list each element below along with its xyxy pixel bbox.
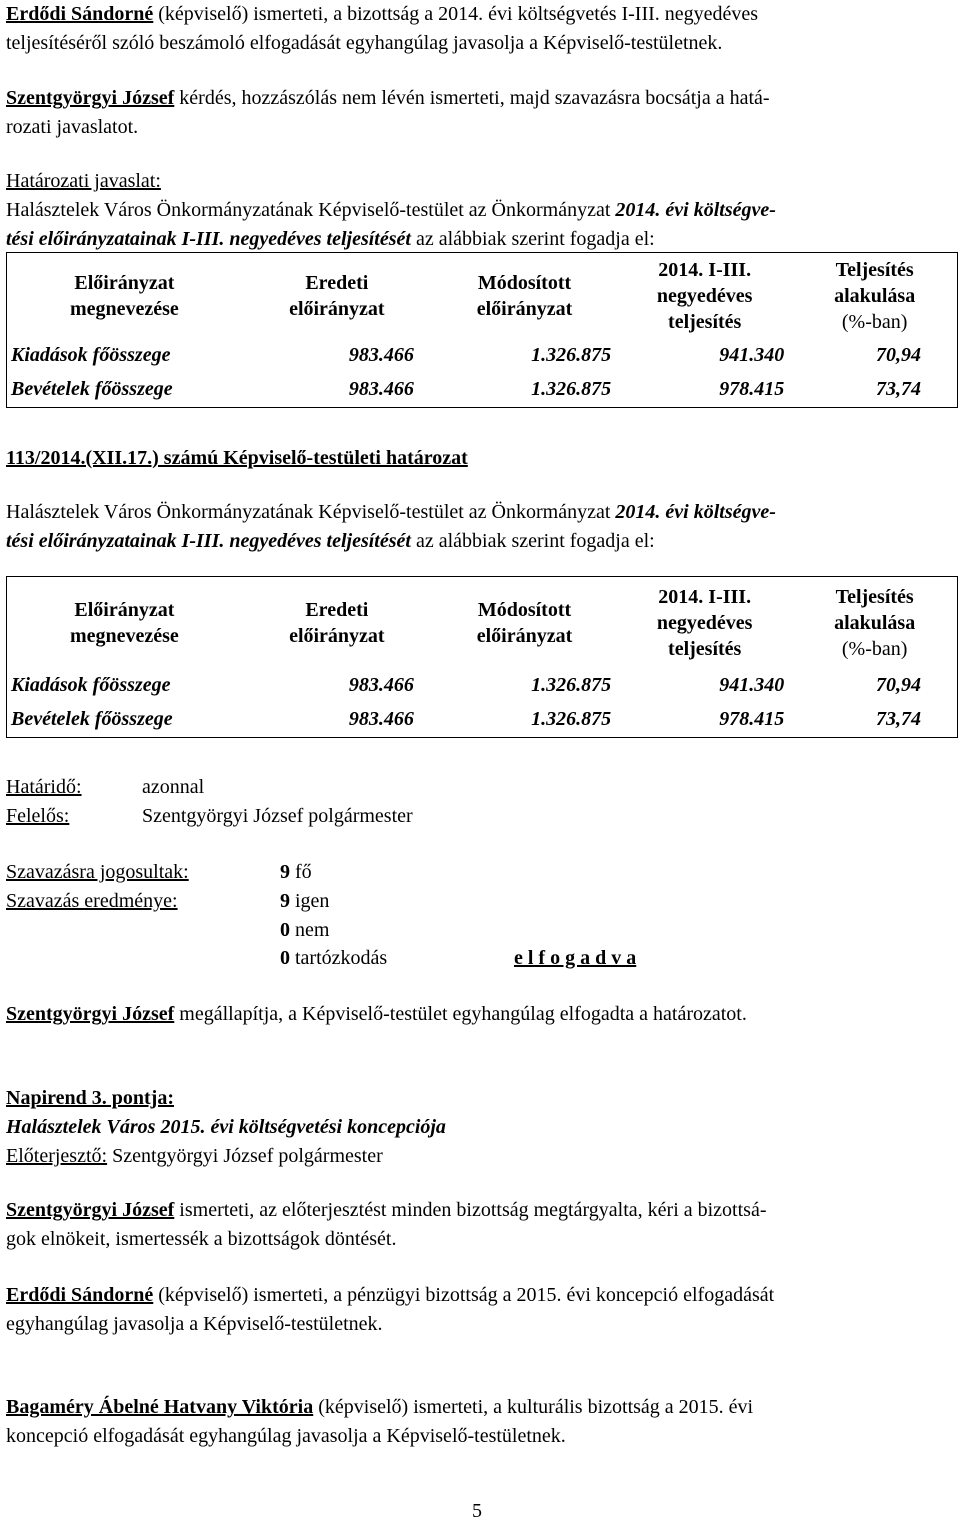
proposal-text: az alábbiak szerint fogadja el: bbox=[410, 228, 655, 250]
paragraph-text: koncepció elfogadását egyhangúlag javasolja a Képviselő-testületnek. bbox=[6, 1425, 566, 1447]
paragraph-1 bbox=[6, 0, 956, 58]
vote-result-row bbox=[6, 887, 329, 916]
table-row: Bevételek főösszege 983.466 1.326.875 978.415 73,74 bbox=[11, 708, 921, 730]
agenda-title: Halásztelek Város 2015. évi költségvetési koncepciója bbox=[6, 1116, 446, 1138]
vote-abstain-text: tartózkodás bbox=[290, 947, 388, 969]
col-header-actual: 2014. I-III. negyedéves teljesítés bbox=[656, 258, 753, 333]
paragraph-text: (képviselő) ismerteti, a pénzügyi bizottság a 2015. évi koncepció elfogadását bbox=[153, 1284, 775, 1306]
vote-yes-count: 9 bbox=[280, 890, 290, 912]
paragraph-3 bbox=[6, 1000, 956, 1029]
budget-table-2 bbox=[6, 576, 958, 738]
resolution-text-line: 2014. évi költségve- bbox=[615, 501, 776, 523]
paragraph-2 bbox=[6, 84, 956, 142]
table-row: Kiadások főösszege 983.466 1.326.875 941.340 70,94 bbox=[11, 344, 921, 366]
vote-accepted: e l f o g a d v a bbox=[514, 947, 637, 969]
col-header-name: Előirányzat megnevezése bbox=[69, 271, 179, 320]
deadline-value: azonnal bbox=[142, 776, 205, 798]
paragraph-text: gok elnökeit, ismertessék a bizottságok döntését. bbox=[6, 1228, 397, 1250]
proposal-text: 2014. évi költségve- bbox=[615, 199, 776, 221]
responsible-value: Szentgyörgyi József polgármester bbox=[142, 805, 413, 827]
table-header-row bbox=[7, 577, 958, 669]
speaker-name: Erdődi Sándorné bbox=[6, 3, 154, 25]
agenda-item bbox=[6, 1084, 956, 1171]
speaker-name: Erdődi Sándorné bbox=[6, 1284, 154, 1306]
vote-eligible-count: 9 bbox=[280, 861, 290, 883]
table-row: Bevételek főösszege 983.466 1.326.875 978.415 73,74 bbox=[11, 378, 921, 400]
presenter-label: Előterjesztő: bbox=[6, 1145, 108, 1167]
resolution-proposal bbox=[6, 167, 956, 254]
resolution-text bbox=[6, 498, 956, 556]
paragraph-text: rozati javaslatot. bbox=[6, 116, 139, 138]
col-header-modified: Módosított előirányzat bbox=[476, 271, 573, 320]
paragraph-text: egyhangúlag javasolja a Képviselő-testületnek. bbox=[6, 1313, 383, 1335]
paragraph-text: megállapítja, a Képviselő-testület egyhangúlag elfogadta a határozatot. bbox=[174, 1003, 747, 1025]
paragraph-text: kérdés, hozzászólás nem lévén ismerteti, majd szavazásra bocsátja a hatá- bbox=[174, 87, 770, 109]
col-header-name: Előirányzat megnevezése bbox=[69, 598, 179, 647]
proposal-text: Halásztelek Város Önkormányzatának Képviselő-testület az Önkormányzat bbox=[6, 199, 616, 221]
vote-eligible-unit: fő bbox=[290, 861, 312, 883]
page-number: 5 bbox=[472, 1500, 482, 1522]
table-row: Kiadások főösszege 983.466 1.326.875 941.340 70,94 bbox=[11, 674, 921, 696]
responsible-label: Felelős: bbox=[6, 805, 70, 827]
deadline-row bbox=[6, 773, 204, 802]
speaker-name: Bagaméry Ábelné Hatvany Viktória bbox=[6, 1396, 314, 1418]
agenda-heading: Napirend 3. pontja: bbox=[6, 1087, 174, 1109]
col-header-modified: Módosított előirányzat bbox=[476, 598, 573, 647]
vote-eligible-row bbox=[6, 858, 312, 887]
presenter-name: Szentgyörgyi József polgármester bbox=[107, 1145, 383, 1167]
resolution-text-line: tési előirányzatainak I-III. negyedéves teljesítését bbox=[6, 530, 411, 552]
responsible-row bbox=[6, 802, 413, 831]
vote-no-text: nem bbox=[290, 919, 330, 941]
table-header-row bbox=[7, 253, 958, 339]
resolution-heading: 113/2014.(XII.17.) számú Képviselő-testületi határozat bbox=[6, 447, 468, 469]
col-header-original: Eredeti előirányzat bbox=[289, 598, 385, 647]
vote-yes-text: igen bbox=[290, 890, 330, 912]
resolution-text-line: az alábbiak szerint fogadja el: bbox=[410, 530, 655, 552]
vote-eligible-label: Szavazásra jogosultak: bbox=[6, 861, 189, 883]
proposal-heading: Határozati javaslat: bbox=[6, 170, 161, 192]
deadline-label: Határidő: bbox=[6, 776, 82, 798]
col-header-original: Eredeti előirányzat bbox=[289, 271, 385, 320]
paragraph-text: (képviselő) ismerteti, a kulturális bizottság a 2015. évi bbox=[313, 1396, 754, 1418]
vote-result-label: Szavazás eredménye: bbox=[6, 890, 178, 912]
vote-abstain-row bbox=[280, 944, 387, 973]
budget-table-1 bbox=[6, 252, 958, 408]
paragraph-text: teljesítéséről szóló beszámoló elfogadását egyhangúlag javasolja a Képviselő-testületnek. bbox=[6, 32, 723, 54]
col-header-percent: Teljesítés alakulása (%-ban) bbox=[834, 585, 916, 660]
paragraph-5 bbox=[6, 1281, 956, 1339]
speaker-name: Szentgyörgyi József bbox=[6, 1003, 175, 1025]
paragraph-6 bbox=[6, 1393, 956, 1451]
col-header-actual: 2014. I-III. negyedéves teljesítés bbox=[656, 585, 753, 660]
paragraph-text: ismerteti, az előterjesztést minden bizottság megtárgyalta, kéri a bizottsá- bbox=[174, 1199, 767, 1221]
proposal-text: tési előirányzatainak I-III. negyedéves teljesítését bbox=[6, 228, 411, 250]
speaker-name: Szentgyörgyi József bbox=[6, 87, 175, 109]
paragraph-text: (képviselő) ismerteti, a bizottság a 2014. évi költségvetés I-III. negyedéves bbox=[153, 3, 759, 25]
vote-abstain-count: 0 bbox=[280, 947, 290, 969]
speaker-name: Szentgyörgyi József bbox=[6, 1199, 175, 1221]
resolution-text-line: Halásztelek Város Önkormányzatának Képviselő-testület az Önkormányzat bbox=[6, 501, 616, 523]
col-header-percent: Teljesítés alakulása (%-ban) bbox=[834, 258, 916, 333]
vote-no-count: 0 bbox=[280, 919, 290, 941]
vote-no-row bbox=[280, 916, 329, 945]
paragraph-4 bbox=[6, 1196, 956, 1254]
